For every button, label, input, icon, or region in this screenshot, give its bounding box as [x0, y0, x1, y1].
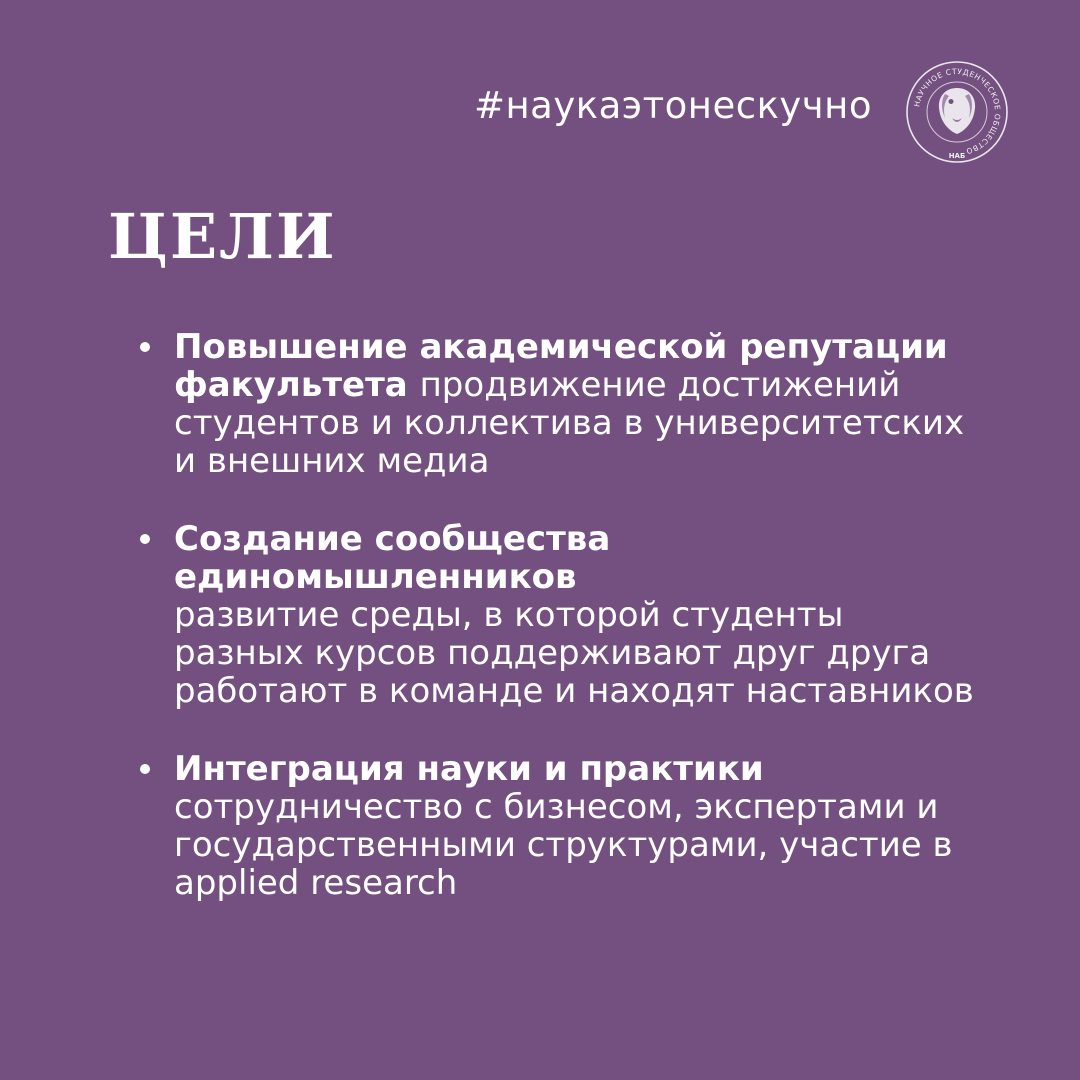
- goal-title: Повышение академической репутации факультета: [174, 327, 948, 405]
- logo-emblem: [905, 60, 1009, 164]
- goal-title: Создание сообщества единомышленников: [174, 519, 611, 597]
- page-title: ЦЕЛИ: [108, 200, 337, 273]
- goal-description: сотрудничество с бизнесом, экспертами и государственными структурами, участие в applied research: [174, 787, 953, 903]
- goals-list: [140, 328, 980, 902]
- svg-text:НАУЧНОЕ СТУДЕНЧЕСКОЕ ОБЩЕСТВО: НАУЧНОЕ СТУДЕНЧЕСКОЕ ОБЩЕСТВО: [912, 66, 1003, 156]
- hashtag: #наукаэтонескучно: [473, 84, 872, 127]
- goal-description: развитие среды, в которой студенты разных курсов поддерживают друг друга работают в команде и находят наставников: [174, 595, 974, 711]
- lion-head-icon: [939, 88, 975, 134]
- svg-text:НАБ: НАБ: [948, 152, 966, 160]
- list-item: [140, 750, 980, 902]
- goal-title: Интеграция науки и практики: [174, 749, 764, 789]
- list-item: [140, 328, 980, 480]
- bullet-icon: [140, 764, 150, 774]
- goal-description: продвижение достижений студентов и коллектива в университетских и внешних медиа: [174, 365, 965, 481]
- bullet-icon: [140, 534, 150, 544]
- bullet-icon: [140, 342, 150, 352]
- list-item: [140, 520, 980, 710]
